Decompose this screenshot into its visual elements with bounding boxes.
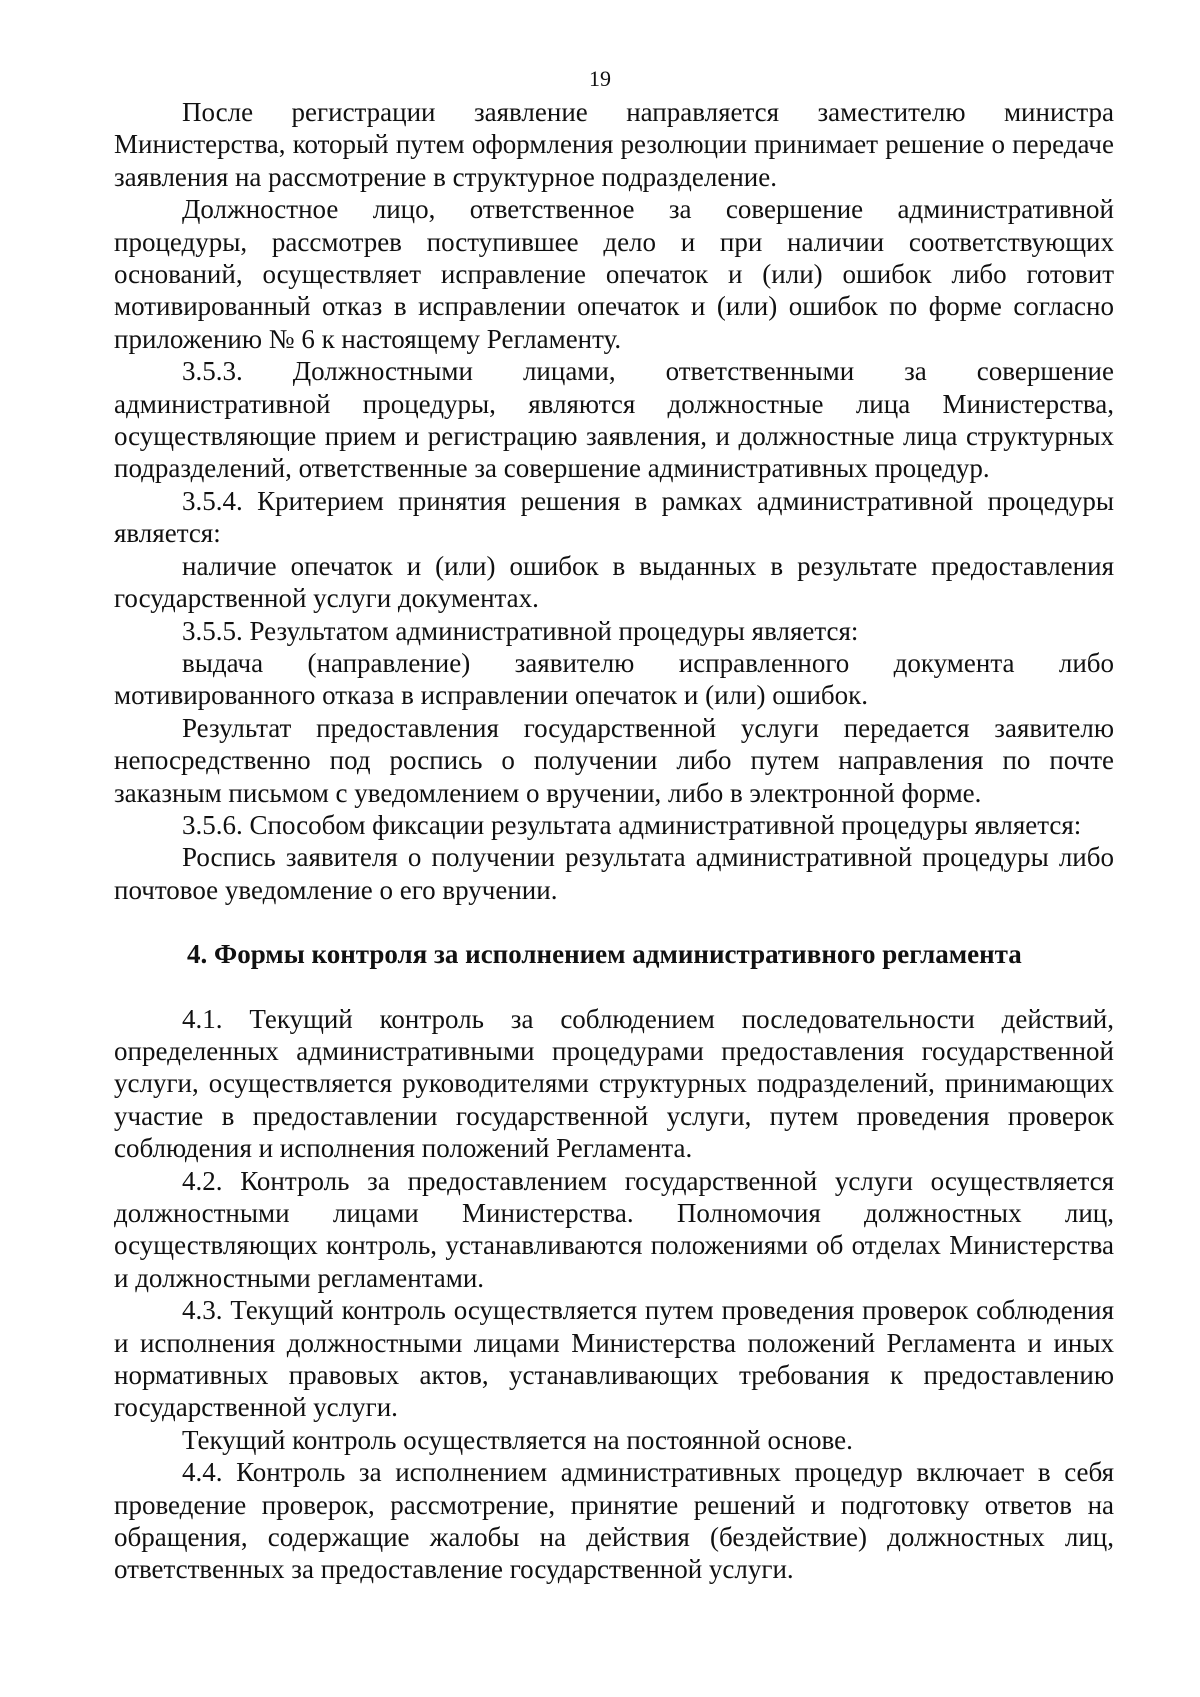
paragraph: 3.5.5. Результатом административной процедуры является: [182, 615, 859, 646]
paragraph: 4.3. Текущий контроль осуществляется путем проведения проверок соблюдения и исполнения должностными лицами Министерства положений Регламента и иных нормативных правовых актов, устанавливающих требования к предоставлению государственной услуги. [114, 1295, 1114, 1423]
paragraph: выдача (направление) заявителю исправленного документа либо мотивированного отказа в исправлении опечаток и (или) ошибок. [114, 647, 1114, 711]
paragraph: 3.5.4. Критерием принятия решения в рамках административной процедуры является: [114, 485, 1114, 549]
page-number: 19 [589, 66, 611, 91]
paragraph: 4.4. Контроль за исполнением административных процедур включает в себя проведение проверок, рассмотрение, принятие решений и подготовку ответов на обращения, содержащие жалобы на действия (бездействие) должностных лиц, ответственных за предоставление государственной услуги. [114, 1457, 1114, 1585]
paragraph: 4.2. Контроль за предоставлением государственной услуги осуществляется должностными лицами Министерства. Полномочия должностных лиц, осуществляющих контроль, устанавливаются положениями об отделах Министерства и должностными регламентами. [114, 1165, 1114, 1293]
paragraph: Результат предоставления государственной услуги передается заявителю непосредственно под роспись о получении либо путем направления по почте заказным письмом с уведомлением о вручении, либо в электронной форме. [114, 712, 1114, 808]
section-heading: 4. Формы контроля за исполнением административного регламента [187, 939, 1022, 970]
paragraph: После регистрации заявление направляется заместителю министра Министерства, который путем оформления резолюции принимает решение о передаче заявления на рассмотрение в структурное подразделение. [114, 97, 1114, 192]
paragraph: 4.1. Текущий контроль за соблюдением последовательности действий, определенных административными процедурами предоставления государственной услуги, осуществляется руководителями структурных подразделений, принимающих участие в предоставлении государственной услуги, путем проведения проверок соблюдения и исполнения положений Регламента. [114, 1003, 1114, 1164]
paragraph: Текущий контроль осуществляется на постоянной основе. [182, 1424, 853, 1455]
paragraph: Роспись заявителя о получении результата административной процедуры либо почтовое уведомление о его вручении. [114, 842, 1114, 905]
paragraph: 3.5.6. Способом фиксации результата административной процедуры является: [182, 809, 1082, 840]
document-body [114, 96, 1114, 1586]
paragraph: Должностное лицо, ответственное за совершение административной процедуры, рассмотрев поступившее дело и при наличии соответствующих оснований, осуществляет исправление опечаток и (или) ошибок либо готовит мотивированный отказ в исправлении опечаток и (или) ошибок по форме согласно приложению № 6 к настоящему Регламенту. [114, 194, 1114, 354]
paragraph: наличие опечаток и (или) ошибок в выданных в результате предоставления государственной услуги документах. [114, 550, 1114, 614]
paragraph: 3.5.3. Должностными лицами, ответственными за совершение административной процедуры, являются должностные лица Министерства, осуществляющие прием и регистрацию заявления, и должностные лица структурных подразделений, ответственные за совершение административных процедур. [114, 356, 1114, 484]
